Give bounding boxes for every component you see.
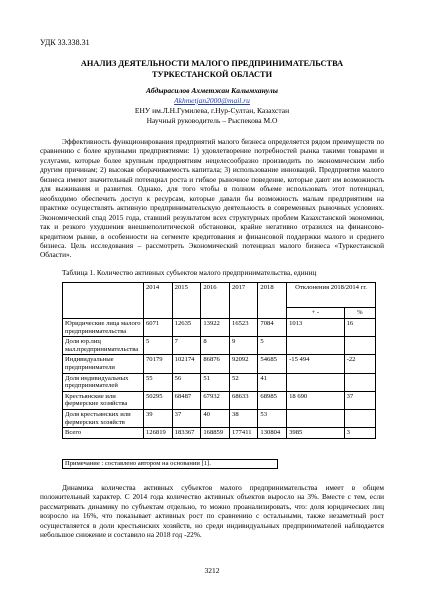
table-cell [287, 337, 345, 355]
table-cell [287, 409, 345, 427]
table-cell: 40 [201, 409, 230, 427]
table-cell: 7 [172, 337, 201, 355]
title-line-1: АНАЛИЗ ДЕЯТЕЛЬНОСТИ МАЛОГО ПРЕДПРИНИМАТЕЛЬСТВА [80, 59, 344, 68]
table-subheader: % [344, 308, 375, 319]
table-cell: 126819 [144, 428, 173, 439]
table-cell: 9 [230, 337, 258, 355]
table-cell: 37 [172, 409, 201, 427]
table-header-year: 2014 [144, 283, 173, 319]
data-table [62, 282, 376, 439]
table-cell: 16523 [230, 319, 258, 337]
table-total-row [63, 428, 376, 439]
table-cell: 7084 [258, 319, 287, 337]
table-cell: 86876 [201, 355, 230, 373]
table-cell: 6071 [144, 319, 173, 337]
table-cell: 16 [344, 319, 375, 337]
table-cell: 54685 [258, 355, 287, 373]
table-cell: 37 [344, 391, 375, 409]
table-header-year: 2018 [258, 283, 287, 319]
table-cell: 68985 [258, 391, 287, 409]
table-cell: 177411 [230, 428, 258, 439]
table-row [63, 355, 376, 373]
table-row [63, 319, 376, 337]
table-row [63, 391, 376, 409]
table-cell: 68633 [230, 391, 258, 409]
table-cell: -15 494 [287, 355, 345, 373]
table-cell: 70179 [144, 355, 173, 373]
table-header-empty [63, 283, 144, 319]
title-line-2: ТУРКЕСТАНСКОЙ ОБЛАСТИ [151, 70, 273, 79]
table-cell: -22 [344, 355, 375, 373]
intro-paragraph: Эффективность функционирования предприятий малого бизнеса определяется рядом преимуществ по сравнению с более крупными предприятиями: 1) удовлетворение потребностей рынка такими товарами и услугами, которые более крупным предприятиям нецелесообразно производить по экономическим либо другим причинам; 2) высокая оборачиваемость капитала; 3) использование инноваций. Предприятия малого бизнеса имеют значительный потенциал роста и гибкое рыночное поведение, которые дают им возможность для выживания и развития. Однако, для того чтобы в полном объеме использовать этот потенциал, необходимо обеспечить доступ к ресурсам, которые давали бы возможность малым предприятиям на практике осуществлять активную предпринимательскую деятельность в современных рыночных условиях. Экономический спад 2015 года, ставший результатом всех структурных проблем Казахстанской экономики, так и резкого ухудшения внешнеполитической обстановки, крайне негативно отразился на финансово-кредитном рынке, в особенности на сегменте кредитования и финансовой поддержки малого и среднего бизнеса. Цель исследования – рассмотреть Экономический потенциал малого бизнеса «Туркестанской Области». [40, 137, 384, 260]
table-header-deviation: Отклонения 2018/2014 гг. [287, 283, 376, 308]
table-cell: 102174 [172, 355, 201, 373]
table-row [63, 409, 376, 427]
table-row [63, 337, 376, 355]
author-block [40, 86, 384, 126]
table-cell: 5 [144, 337, 173, 355]
author-name: Абдырасилов Ахметжан Калымханулы [146, 86, 278, 95]
table-cell [344, 373, 375, 391]
page-number: 3212 [204, 566, 220, 575]
table-note: Примечание : составлено автором на основании [1]. [62, 459, 278, 469]
article-title [40, 58, 384, 80]
table-cell: 52 [230, 373, 258, 391]
table-header-year: 2015 [172, 283, 201, 319]
table-row [63, 373, 376, 391]
row-label: Доля индивидуальных предпринимателей [63, 373, 144, 391]
table-cell: 168859 [201, 428, 230, 439]
author-email-link[interactable]: Akhmetjan2000@mail.ru [174, 96, 250, 105]
udc-code: УДК 33.338.31 [40, 38, 90, 47]
table-caption: Таблица 1. Количество активных субъектов малого предпринимательства, единиц [62, 268, 317, 277]
analysis-paragraph: Динамика количества активных субъектов малого предпринимательства имеет в общем положительный характер. С 2014 года количество активных объектов выросло на 3%. Вместе с тем, если рассматривать динамику по субъектам отдельно, то можно проанализировать, что: доля юридических лиц возросло на 16%, что показывает активных рост по сравнению с остальными, также незаметный рост осуществляется в доли крестьянских хозяйств, но среди индивидуальных предпринимателей наблюдается небольшое снижение и составило на 2018 год -22%. [40, 483, 384, 540]
table-header-year: 2016 [201, 283, 230, 319]
table-cell: 51 [201, 373, 230, 391]
table-cell [344, 409, 375, 427]
table-subheader: + - [287, 308, 345, 319]
row-label: Индивидуальные предприниматели [63, 355, 144, 373]
table-cell: 50295 [144, 391, 173, 409]
table-cell: 92092 [230, 355, 258, 373]
table-header-row [63, 283, 376, 308]
table-cell [287, 373, 345, 391]
table-cell: 3985 [287, 428, 345, 439]
table-cell: 130804 [258, 428, 287, 439]
table-cell: 1013 [287, 319, 345, 337]
row-label: Юридические лица малого предпринимательства [63, 319, 144, 337]
table-cell: 8 [201, 337, 230, 355]
table-cell: 68487 [172, 391, 201, 409]
row-label: Всего [63, 428, 144, 439]
table-cell [344, 337, 375, 355]
table-cell: 3 [344, 428, 375, 439]
table-cell: 5 [258, 337, 287, 355]
table-header-year: 2017 [230, 283, 258, 319]
table-cell: 41 [258, 373, 287, 391]
table-cell: 12635 [172, 319, 201, 337]
row-label: Крестьянские или фермерские хозяйства [63, 391, 144, 409]
row-label: Доля юр.лиц мал.предпринимательства [63, 337, 144, 355]
table-cell: 53 [258, 409, 287, 427]
row-label: Доля крестьянских или фермерских хозяйств [63, 409, 144, 427]
table-cell: 38 [230, 409, 258, 427]
table-cell: 183367 [172, 428, 201, 439]
table-cell: 55 [144, 373, 173, 391]
table-cell: 67932 [201, 391, 230, 409]
table-cell: 56 [172, 373, 201, 391]
table-cell: 18 690 [287, 391, 345, 409]
author-affiliation: ЕНУ им.Л.Н.Гумилева, г.Нур-Султан, Казахстан [134, 106, 290, 115]
supervisor: Научный руководитель – Рыспекова М.О [146, 116, 278, 125]
table-cell: 13922 [201, 319, 230, 337]
table-cell: 39 [144, 409, 173, 427]
